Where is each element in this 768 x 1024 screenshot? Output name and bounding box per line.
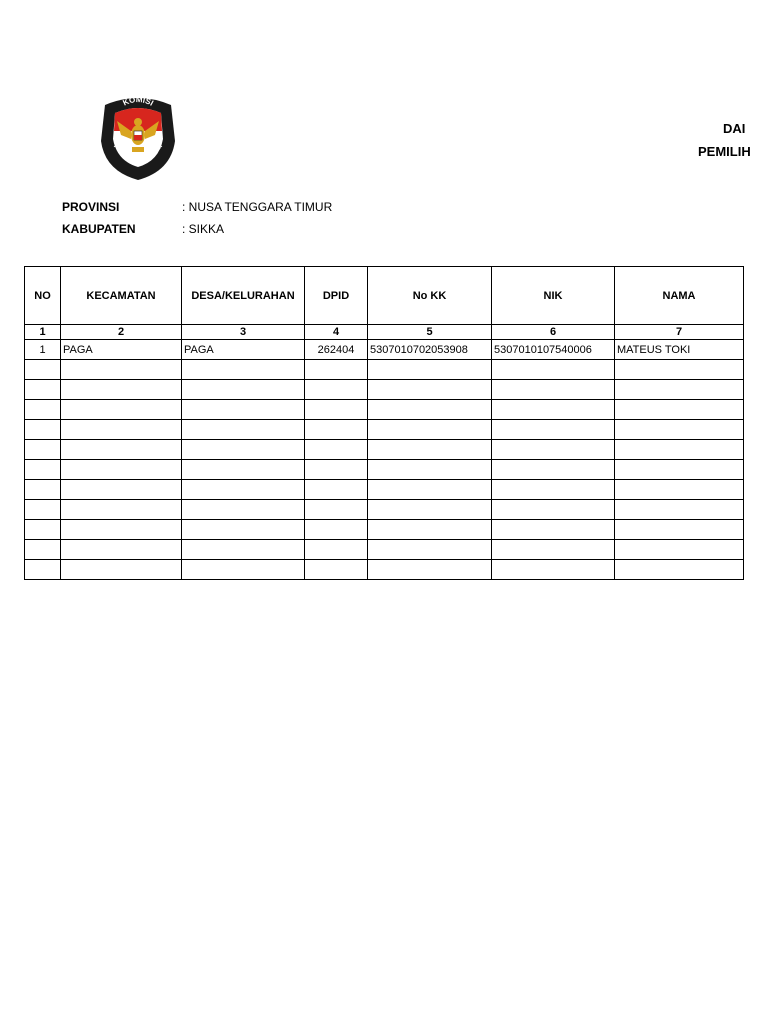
- empty-table-row: [25, 420, 744, 440]
- column-header-desa: DESA/KELURAHAN: [182, 267, 305, 325]
- column-number: 2: [61, 325, 182, 340]
- document-title-line-2: PEMILIH: [698, 144, 751, 159]
- column-number-row: [25, 325, 744, 340]
- column-header-nokk: No KK: [368, 267, 492, 325]
- cell-nokk: 5307010702053908: [368, 340, 492, 360]
- empty-table-row: [25, 540, 744, 560]
- regency-label: KABUPATEN: [62, 222, 136, 236]
- column-header-kecamatan: KECAMATAN: [61, 267, 182, 325]
- empty-table-row: [25, 460, 744, 480]
- table-header-row: [25, 267, 744, 325]
- empty-table-row: [25, 360, 744, 380]
- empty-table-row: [25, 560, 744, 580]
- column-header-nik: NIK: [492, 267, 615, 325]
- column-header-nama: NAMA: [615, 267, 744, 325]
- kpu-logo: [99, 91, 177, 181]
- cell-kecamatan: PAGA: [61, 340, 182, 360]
- svg-text:PEMILIHAN UMUM: PEMILIHAN UMUM: [111, 143, 165, 162]
- empty-table-row: [25, 500, 744, 520]
- empty-table-row: [25, 380, 744, 400]
- empty-table-row: [25, 440, 744, 460]
- cell-dpid: 262404: [305, 340, 368, 360]
- cell-desa: PAGA: [182, 340, 305, 360]
- column-header-no: NO: [25, 267, 61, 325]
- province-value: : NUSA TENGGARA TIMUR: [182, 200, 333, 214]
- column-number: 1: [25, 325, 61, 340]
- column-number: 5: [368, 325, 492, 340]
- cell-no: 1: [25, 340, 61, 360]
- column-header-dpid: DPID: [305, 267, 368, 325]
- column-number: 6: [492, 325, 615, 340]
- column-number: 7: [615, 325, 744, 340]
- cell-nama: MATEUS TOKI: [615, 340, 744, 360]
- document-title-line-1: DAI: [723, 121, 746, 136]
- cell-nik: 5307010107540006: [492, 340, 615, 360]
- voter-table: [24, 266, 744, 580]
- province-label: PROVINSI: [62, 200, 120, 214]
- regency-value: : SIKKA: [182, 222, 225, 236]
- svg-text:KOMISI: KOMISI: [121, 95, 155, 108]
- empty-table-row: [25, 400, 744, 420]
- empty-table-row: [25, 480, 744, 500]
- column-number: 3: [182, 325, 305, 340]
- column-number: 4: [305, 325, 368, 340]
- empty-table-row: [25, 520, 744, 540]
- table-row: [25, 340, 744, 360]
